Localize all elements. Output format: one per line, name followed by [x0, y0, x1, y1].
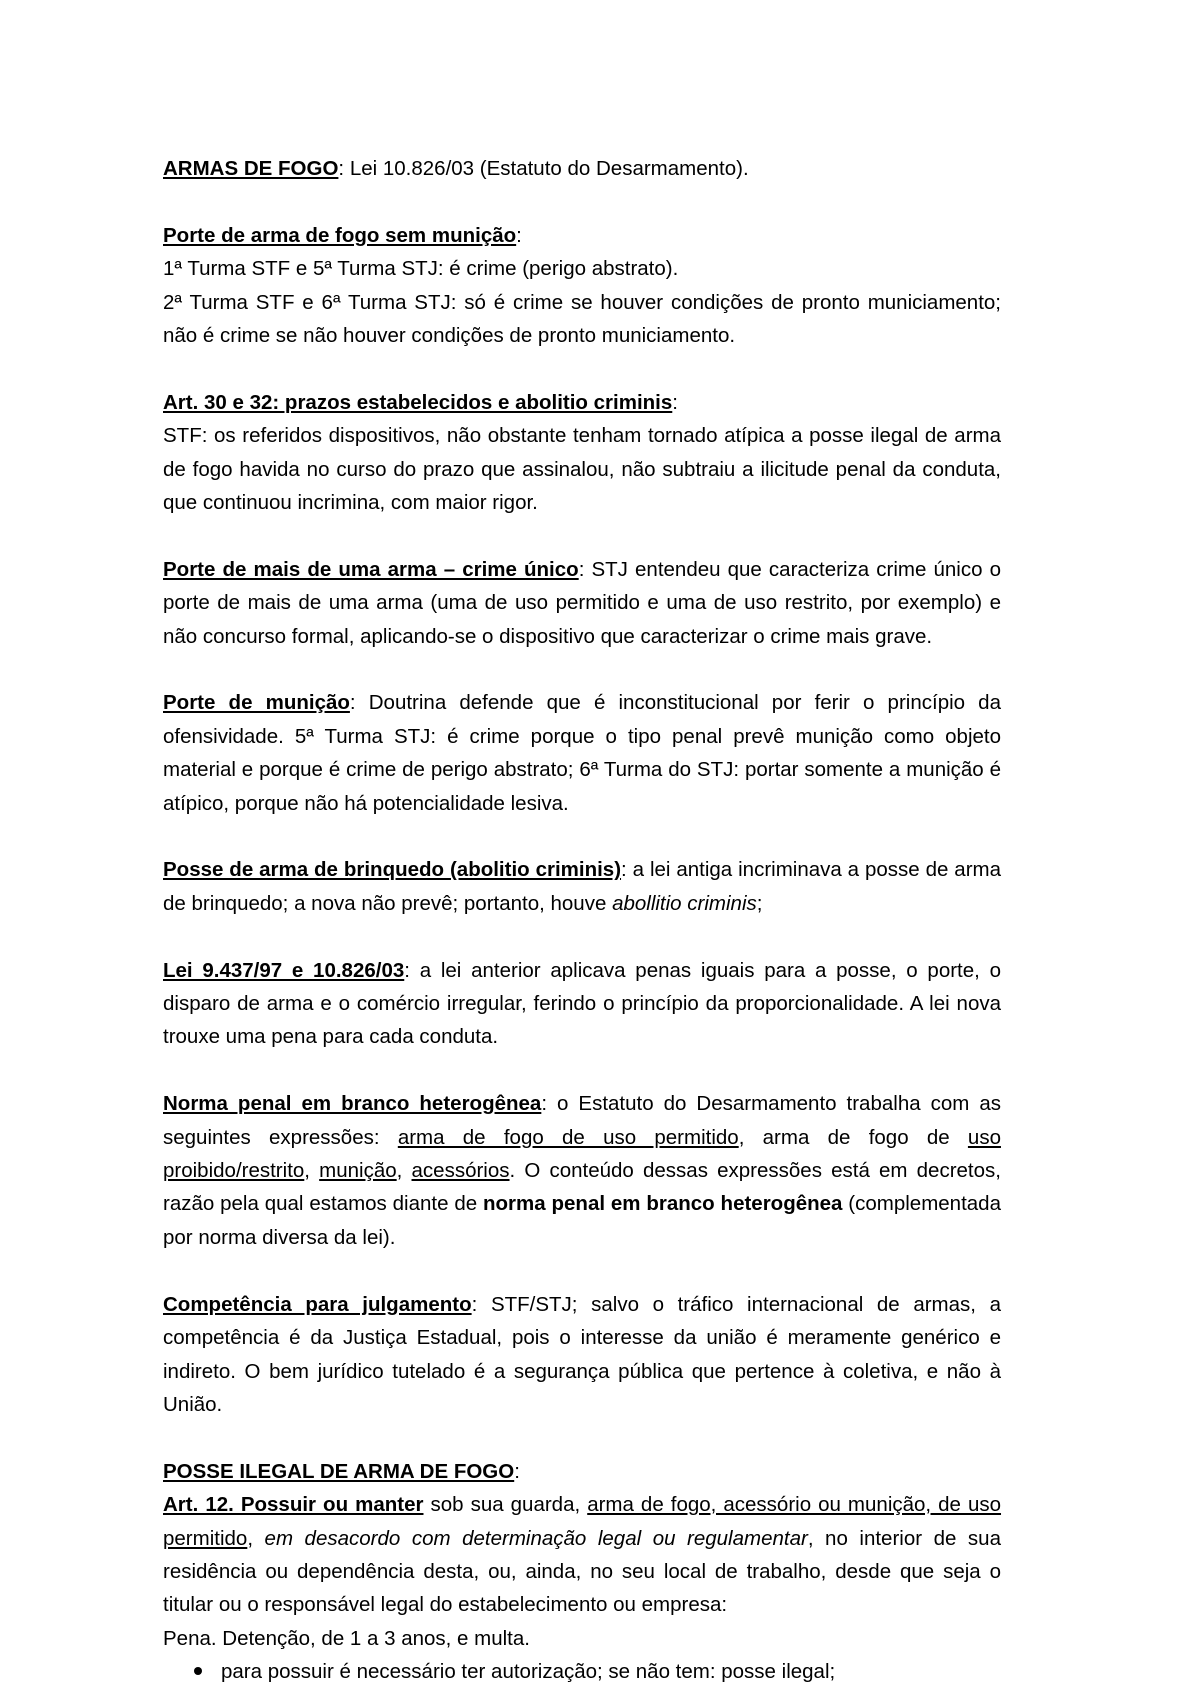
- heading-suffix: :: [516, 223, 522, 247]
- section-run-2: , arma de fogo de: [738, 1125, 968, 1149]
- page-title: ARMAS DE FOGO: [163, 157, 339, 180]
- notes-list: [163, 1655, 1001, 1688]
- term-arma-acessorio-municao-uso-permitido: arma de fogo, acessório ou munição, de uso permitido: [163, 1493, 1002, 1550]
- section-heading-art-30-32: [163, 386, 1001, 419]
- section-title-posse-ilegal: [163, 1455, 1001, 1488]
- term-em-desacordo: em desacordo com determinação legal ou regulamentar: [264, 1526, 808, 1550]
- title-suffix: :: [514, 1459, 520, 1483]
- document-title-line: [163, 152, 1001, 185]
- section-run-3: ,: [304, 1159, 320, 1183]
- section-line: 1ª Turma STF e 5ª Turma STJ: é crime (perigo abstrato).: [163, 257, 679, 281]
- article-run-2: ,: [247, 1526, 265, 1550]
- article-heading-label: Art. 12. Possuir ou manter: [163, 1493, 424, 1517]
- section-heading-label: Posse de arma de brinquedo (abolitio criminis): [163, 858, 622, 882]
- penalty-line: Pena. Detenção, de 1 a 3 anos, e multa.: [163, 1626, 530, 1650]
- title-colon: :: [338, 157, 350, 180]
- heading-suffix: :: [621, 858, 633, 882]
- heading-suffix: :: [541, 1092, 558, 1116]
- section-run-5: . O conteúdo dessas expressões está em decretos, razão pela qual estamos diante de: [163, 1159, 1007, 1216]
- heading-suffix: :: [404, 958, 420, 982]
- section-body-post: ;: [756, 891, 763, 915]
- section-body: a lei anterior aplicava penas iguais para a posse, o porte, o disparo de arma e o comércio irregular, ferindo o princípio da proporcionalidade. A lei nova trouxe uma pena para cada conduta.: [163, 958, 1007, 1049]
- paragraph-spacer: [163, 1054, 1001, 1087]
- section-run-6: (complementada por norma diversa da lei).: [163, 1192, 1007, 1249]
- term-norma-penal-branco-heterogenea: norma penal em branco heterogênea: [483, 1192, 843, 1216]
- paragraph-spacer: [163, 820, 1001, 853]
- paragraph-spacer: [163, 653, 1001, 686]
- heading-suffix: :: [471, 1292, 491, 1316]
- document-body: [163, 152, 1007, 1689]
- heading-suffix: :: [578, 557, 592, 581]
- heading-suffix: :: [349, 691, 369, 715]
- section-norma-penal-branco: [163, 1087, 1007, 1254]
- section-body: Doutrina defende que é inconstitucional por ferir o princípio da ofensividade. 5ª Turma STJ: é crime porque o tipo penal prevê munição como objeto material e porque é crime de perigo abstrato; 6ª Turma do STJ: portar somente a munição é atípico, porque não há potencialidade lesiva.: [163, 691, 1007, 815]
- section-heading-label: Porte de arma de fogo sem munição: [163, 223, 517, 247]
- section-body: STF/STJ; salvo o tráfico internacional de armas, a competência é da Justiça Estadual, pois o interesse da união é meramente genérico e indireto. O bem jurídico tutelado é a segurança pública que pertence à coletiva, e não à União.: [163, 1292, 1007, 1416]
- section-heading-label: Art. 30 e 32: prazos estabelecidos e abolitio criminis: [163, 390, 673, 414]
- section-title-label: POSSE ILEGAL DE ARMA DE FOGO: [163, 1459, 515, 1483]
- latin-term-abolitio: abollitio criminis: [612, 891, 757, 915]
- section-competencia-julgamento: [163, 1288, 1007, 1422]
- term-municao: munição: [319, 1159, 397, 1183]
- section-heading-label: Porte de mais de uma arma – crime único: [163, 557, 579, 581]
- section-heading-label: Competência para julgamento: [163, 1292, 472, 1316]
- paragraph-spacer: [163, 1421, 1001, 1454]
- bullet-icon: [194, 1667, 202, 1675]
- section-body: STJ entendeu que caracteriza crime único o porte de mais de uma arma (uma de uso permitido e uma de uso restrito, por exemplo) e não concurso formal, aplicando-se o dispositivo que caracterizar o crime mais grave.: [163, 557, 1007, 648]
- article-run-1: sob sua guarda,: [423, 1493, 588, 1517]
- term-acessorios: acessórios: [411, 1159, 510, 1183]
- article-run-3: , no interior de sua residência ou dependência desta, ou, ainda, no seu local de trabalho, desde que seja o titular ou o responsável legal do estabelecimento ou empresa:: [163, 1526, 1007, 1617]
- paragraph-spacer: [163, 519, 1001, 552]
- heading-suffix: :: [672, 390, 678, 414]
- term-uso-proibido-restrito: uso proibido/restrito: [163, 1125, 1001, 1183]
- paragraph-spacer: [163, 920, 1001, 953]
- section-heading-label: Porte de munição: [163, 691, 350, 715]
- term-arma-uso-permitido: arma de fogo de uso permitido: [397, 1125, 739, 1149]
- section-body-pre: a lei antiga incriminava a posse de arma de brinquedo; a nova não prevê; portanto, houve: [163, 858, 1007, 915]
- section-run-1: o Estatuto do Desarmamento trabalha com as seguintes expressões:: [163, 1092, 1007, 1149]
- section-porte-de-municao: [163, 686, 1007, 820]
- section-line: STF: os referidos dispositivos, não obstante tenham tornado atípica a posse ilegal de arma de fogo havida no curso do prazo que assinalou, não subtraiu a ilicitude penal da conduta, que continuou incrimina, com maior rigor.: [163, 424, 1001, 515]
- section-run-4: ,: [396, 1159, 412, 1183]
- section-lei-9437-10826: [163, 954, 1007, 1054]
- paragraph-spacer: [163, 352, 1001, 385]
- section-heading-label: Lei 9.437/97 e 10.826/03: [163, 958, 405, 982]
- section-posse-arma-brinquedo: [163, 853, 1007, 920]
- section-heading-label: Norma penal em branco heterogênea: [163, 1092, 542, 1116]
- section-heading-porte-sem-municao: [163, 219, 1001, 252]
- list-item: [221, 1655, 1001, 1688]
- section-porte-mais-de-uma-arma: [163, 553, 1007, 653]
- article-12-text: [163, 1488, 1007, 1622]
- section-line: 2ª Turma STF e 6ª Turma STJ: só é crime se houver condições de pronto municiamento; não é crime se não houver condições de pronto municiamento.: [163, 290, 1001, 348]
- list-item-label: para possuir é necessário ter autorização; se não tem: posse ilegal;: [221, 1660, 836, 1684]
- paragraph-spacer: [163, 1254, 1001, 1287]
- paragraph-spacer: [163, 185, 1001, 218]
- title-rest: Lei 10.826/03 (Estatuto do Desarmamento).: [349, 157, 749, 180]
